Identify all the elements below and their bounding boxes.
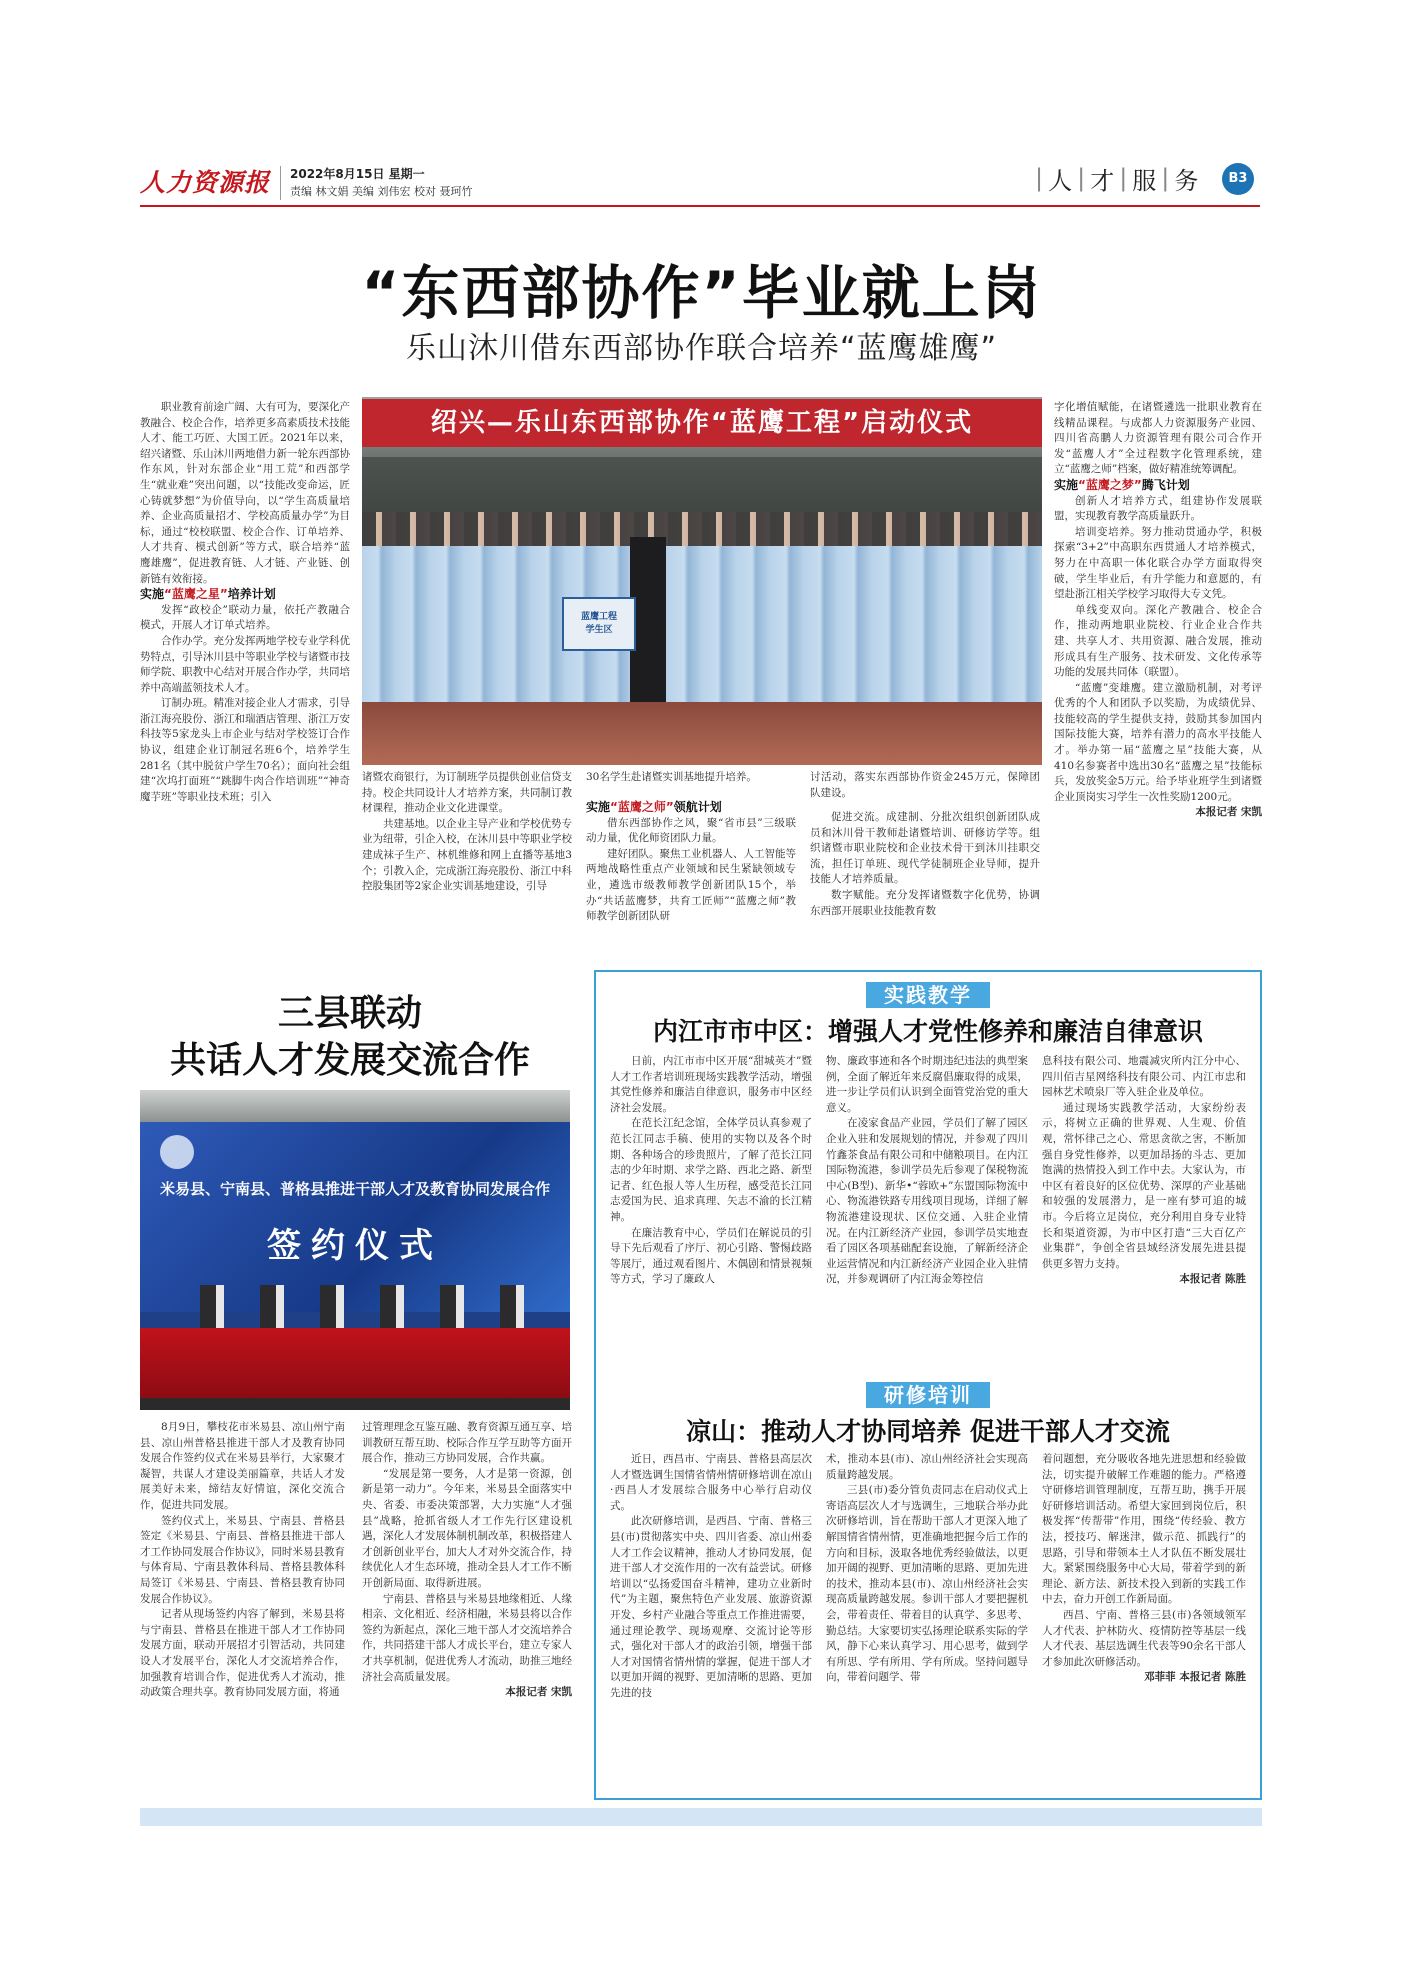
byline: 本报记者 宋凯 (505, 1686, 572, 1699)
section-char: 务 (1174, 166, 1199, 195)
paragraph: 合作办学。充分发挥两地学校专业学科优势特点，引导沐川县中等职业学校与诸暨市技师学院、职教中心结对开展合作办学，共同培养中高端蓝领技术人才。 (140, 634, 350, 694)
paragraph: 字化增值赋能，在诸暨遴选一批职业教育在线精品课程。与成都人力资源服务产业园、四川省高鹏人力资源管理有限公司合作开发“蓝鹰人才”全过程数字化管理系统，建立“蓝鹰之师”档案，做好精准统筹调配。 (1054, 401, 1262, 476)
paragraph: 在凌家食品产业园，学员们了解了园区企业入驻和发展规划的情况，并参观了四川竹鑫茶食品有限公司和中储粮项目。在内江国际物流港，参训学员先后参观了保税物流中心(B型)、新华•“蓉欧+”东盟国际物流中心、物流港铁路专用线项目现场，详细了解物流港建设现状、区位交通、入驻企业情况。在内江新经济产业园，参训学员实地查看了园区各项基础配套设施，了解新经济企业运营情况和内江新经济产业园企业入驻情况，并参观调研了内江海金筹控信 (826, 1117, 1028, 1286)
photo-officials (180, 1285, 530, 1330)
photo-floor (140, 1398, 570, 1410)
photo-sign-line2: 学生区 (585, 625, 613, 635)
photo-sign (562, 597, 636, 651)
paragraph: 促进交流。成建制、分批次组织创新团队成员和沐川骨干教师赴诸暨培训、研修访学等。组织诸暨市职业院校和企业技术骨干到沐川挂职交流，担任订单班、现代学徒制班企业导师，提升技能人才培养质量。 (810, 811, 1040, 886)
section-char: 服 (1132, 166, 1157, 195)
paragraph: “发展是第一要务，人才是第一资源，创新是第一动力”。今年来，米易县全面落实中央、省委、市委决策部署，大力实施“人才强县”战略，抢抓省级人才工作先行区建设机遇，深化人才发展体制机制改革，积极搭建人才创新创业平台，加大人才对外交流合作，持续优化人才生态环境，推动全县人才工作不断开创新局面、取得新进展。 (362, 1467, 572, 1589)
section-char: 才 (1090, 166, 1115, 195)
paragraph: 息科技有限公司、地震减灾所内江分中心、四川佰吉星网络科技有限公司、内江市忠和园林艺术喷泉厂等入驻企业及单位。 (1042, 1055, 1246, 1099)
right-col2 (826, 1054, 1028, 1376)
masthead-divider (280, 166, 281, 200)
lead-col4-top (810, 770, 1040, 810)
masthead-logo: 人力资源报 (140, 168, 271, 197)
paragraph: 借东西部协作之风，聚“省市县”三级联动力量，优化师资团队力量。 (586, 816, 796, 845)
left-headline-line2: 共话人才发展交流合作 (169, 1040, 530, 1081)
subheading: 实施“蓝鹰之星”培养计划 (140, 587, 276, 602)
photo-sign-line1: 蓝鹰工程 (580, 612, 617, 622)
section-label-practice: 实践教学 (866, 982, 990, 1008)
paragraph: 诸暨农商银行，为订制班学员提供创业信贷支持。校企共同设计人才培养方案，共同制订教材课程，推动企业文化进课堂。 (362, 771, 572, 815)
masthead (140, 163, 1260, 203)
paragraph: 签约仪式上，米易县、宁南县、普格县签定《米易县、宁南县、普格县推进干部人才工作协同发展合作协议》，同时米易县教育与体育局、宁南县教体科局、普格县教体科局签订《米易县、宁南县、普格县教育协同发展合作协议》。 (140, 1514, 345, 1605)
right-col1 (610, 1054, 812, 1376)
paragraph: 创新人才培养方式，组建协作发展联盟，实现教育教学高质量跃升。 (1054, 494, 1262, 523)
globe-icon (160, 1135, 194, 1169)
masthead-date: 2022年8月15日 星期一 (290, 167, 425, 181)
paragraph: 三县(市)委分管负责同志在启动仪式上寄语高层次人才与选调生，三地联合举办此次研修培训，旨在帮助干部人才更深入地了解国情省情州情，更准确地把握今后工作的方向和目标，汲取各地优秀经验做法，以更加开阔的视野、更加清晰的思路、更加先进的技术，推动本县(市)、凉山州经济社会实现高质量跨越发展。参训干部人才要把握机会，带着责任、带着目的认真学、多思考、勤总结。大家要切实弘扬理论联系实际的学风，静下心来认真学习、用心思考，做到学有所思、学有所用、学有所成。坚持问题导向，带着问题学、带 (826, 1484, 1028, 1684)
paragraph: 培训变培养。努力推动贯通办学，积极探索“3+2”中高职东西贯通人才培养模式，努力在中高职一体化联合办学方面取得突破，学生毕业后，有升学能力和意愿的，有望赴浙江相关学校学习取得大专文凭。 (1054, 525, 1262, 601)
lead-col3 (586, 770, 796, 800)
paragraph: 日前，内江市市中区开展“甜城英才”暨人才工作者培训班现场实践教学活动，增强其党性修养和廉洁自律意识，服务市中区经济社会发展。 (610, 1055, 812, 1114)
lead-col5 (1054, 400, 1262, 968)
photo-banner-line2: 签约仪式 (267, 1226, 443, 1266)
paragraph: 在范长江纪念馆，全体学员认真参观了范长江同志手稿、使用的实物以及各个时期、各种场合的珍贵照片，了解了范长江同志的少年时期、求学之路、西北之路、新型记者、红色报人等人生历程，感受范长江同志爱国为民、追求真理、矢志不渝的长江精神。 (610, 1117, 812, 1223)
photo-ceiling (140, 1090, 570, 1122)
paragraph: 过管理理念互鉴互融、教育资源互通互享、培训教研互帮互助、校际合作互学互助等方面开展合作，推动三方协同发展，合作共赢。 (362, 1421, 572, 1465)
lead-photo (362, 397, 1042, 765)
right-col3 (1042, 1054, 1246, 1376)
paragraph: 数字赋能。充分发挥诸暨数字化优势，协调东西部开展职业技能教育数 (810, 888, 1040, 917)
paragraph: 宁南县、普格县与米易县地缘相近、人缘相亲、文化相近、经济相融，米易县将以合作签约为新起点，深化三地干部人才交流培养合作，共同搭建干部人才成长平台，建立专家人才共享机制，促进优秀人才流动，助推三地经济社会高质量发展。 (362, 1592, 572, 1683)
paragraph: 共建基地。以企业主导产业和学校优势专业为纽带，引企入校，在沐川县中等职业学校建成袜子生产、林机维修和网上直播等基地3个；引教入企，完成浙江海亮股份、浙江中科控股集团等2家企业实训基地建设，引导 (362, 817, 572, 893)
paragraph: “蓝鹰”变雄鹰。建立激励机制，对考评优秀的个人和团队予以奖励，为成绩优异、技能较高的学生提供支持，鼓励其参加国内国际技能大赛，培养有潜力的高水平技能人才。举办第一届“蓝鹰之星”技能大赛，从410名参赛者中选出30名“蓝鹰之星”技能标兵，发放奖金5万元。给予毕业班学生到诸暨企业顶岗实习学生一次性奖励1200元。 (1054, 681, 1262, 803)
right-col6 (1042, 1452, 1246, 1792)
paragraph: 订制办班。精准对接企业人才需求，引导浙江海亮股份、浙江和瑞酒店管理、浙江万安科技等5家龙头上市企业与结对学校签订合作协议，组建企业订制冠名班6个，培养学生281名（其中脱贫户学生70名）；面向社会组建“次坞打面班”“跳脚牛肉合作培训班”“神奇魔芋班”等职业技术班；引入 (140, 697, 350, 803)
left-headline-line1: 三县联动 (277, 993, 422, 1034)
byline: 邓菲菲 本报记者 陈胜 (1144, 1671, 1246, 1684)
paragraph: 讨活动，落实东西部协作资金245万元，保障团队建设。 (810, 771, 1040, 799)
section-label-training: 研修培训 (866, 1382, 990, 1408)
paragraph: 职业教育前途广阔、大有可为，要深化产教融合、校企合作，培养更多高素质技术技能人才、能工巧匠、大国工匠。2021年以来，绍兴诸暨、乐山沐川两地借力新一轮东西部协作东风，针对东部企业“用工荒”和西部学生“就业难”突出问题，以“技能改变命运，匠心铸就梦想”为价值导向，以“学生高质量培养、企业高质量招才、学校高质量办学”为目标，通过“校校联盟、校企合作、订单培养、人才共育、模式创新”等方式，联合培养“蓝鹰雄鹰”，促进教育链、人才链、产业链、创新链有效衔接。 (140, 401, 350, 585)
right-col5 (826, 1452, 1028, 1792)
right-box (594, 970, 1262, 1800)
lead-subhead: 乐山沐川借东西部协作联合培养“蓝鹰雄鹰” (405, 331, 998, 366)
section-char: 人 (1048, 166, 1073, 195)
photo-heads (362, 512, 1042, 546)
left-photo (140, 1090, 570, 1410)
paragraph: 着问题想，充分吸收各地先进思想和经验做法，切实提升破解工作难题的能力。严格遵守研修培训管理制度，互帮互助，携手开展好研修培训活动。希望大家回到岗位后，积极发挥“传帮带”作用，围绕“传经验、教方法，授技巧、解迷津，做示范、抓践行”的思路，引导和带领本土人才队伍不断发展壮大。紧紧围绕服务中心大局，带着学到的新理论、新方法、新技术投入到新的实践工作中去，奋力开创工作新局面。 (1042, 1453, 1246, 1606)
right-headline1: 内江市市中区：增强人才党性修养和廉洁自律意识 (652, 1017, 1203, 1046)
lead-headline: “东西部协作”毕业就上岗 (361, 259, 1042, 327)
masthead-rule (140, 205, 1260, 207)
byline: 本报记者 陈胜 (1179, 1273, 1246, 1286)
paragraph: 30名学生赴诸暨实训基地提升培养。 (586, 771, 757, 783)
page-badge: B3 (1222, 163, 1254, 195)
photo-backdrop (140, 1122, 570, 1312)
paragraph: 在廉洁教育中心，学员们在解说员的引导下先后观看了序厅、初心引路、警惕歧路等展厅，通过观看图片、木偶剧和情景视频等方式，学习了廉政人 (610, 1226, 812, 1286)
lead-col2 (362, 770, 572, 965)
paragraph: 8月9日，攀枝花市米易县、凉山州宁南县、凉山州普格县推进干部人才及教育协同发展合作签约仪式在米易县举行，大家聚才凝智，共谋人才建设美丽篇章，共话人才发展美好未来，缔结友好情谊，深化交流合作，促进共同发展。 (140, 1421, 345, 1511)
paragraph: 此次研修培训，是西昌、宁南、普格三县(市)贯彻落实中央、四川省委、凉山州委人才工作会议精神，推动人才协同发展，促进干部人才交流作用的一次有益尝试。研修培训以“弘扬爱国奋斗精神，建功立业新时代”为主题，聚焦特色产业发展、旅游资源开发、乡村产业融合等重点工作推进需要，通过理论教学、现场观摩、交流讨论等形式，强化对干部人才的政治引领，增强干部人才对国情省情州情的掌握，促进干部人才以更加开阔的视野、更加清晰的思路、更加先进的技 (610, 1515, 812, 1699)
paragraph: 通过现场实践教学活动，大家纷纷表示，将树立正确的世界观、人生观、价值观，常怀律己之心、常思贪欲之害，不断加强自身党性修养，以更加昂扬的斗志、更加饱满的热情投入到工作中去。大家认为，市中区有着良好的区位优势、深厚的产业基础和较强的发展潜力，是一座有梦可追的城市。今后将立足岗位，充分利用自身专业特长和渠道资源，为市中区打造“三大百亿产业集群”，争创全省县域经济发展先进县提供更多智力支持。 (1042, 1101, 1246, 1270)
subheading: 实施“蓝鹰之梦”腾飞计划 (1054, 477, 1190, 492)
paragraph: 单线变双向。深化产教融合、校企合作，推动两地职业院校、行业企业合作共建、共享人才、共用资源、融合发展，推动形成具有生产服务、技术研发、文化传承等功能的发展共同体（联盟）。 (1054, 603, 1262, 679)
lead-col4 (810, 810, 1040, 965)
right-col4 (610, 1452, 812, 1792)
photo-ground (362, 702, 1042, 765)
paragraph: 发挥“政校企”联动力量，依托产教融合模式，开展人才订单式培养。 (140, 603, 350, 632)
lead-col3-section (586, 800, 796, 965)
bottom-band (140, 1808, 1262, 1826)
photo-banner-line1: 米易县、宁南县、普格县推进干部人才及教育协同发展合作 (159, 1180, 550, 1198)
paragraph: 记者从现场签约内容了解到，米易县将与宁南县、普格县在推进干部人才工作协同发展方面，联动开展招才引智活动，共同建设人才发展平台，深化人才交流培养合作，加强教育培训合作，促进优秀人才流动，推动政策合理共享。教育协同发展方面，将通 (140, 1608, 345, 1699)
paragraph: 西昌、宁南、普格三县(市)各领域领军人才代表、护林防火、疫情防控等基层一线人才代表、基层选调生代表等90余名干部人才参加此次研修活动。 (1042, 1608, 1246, 1668)
paragraph: 近日，西昌市、宁南县、普格县高层次人才暨选调生国情省情州情研修培训在凉山·西昌人才发展综合服务中心举行启动仪式。 (610, 1453, 812, 1512)
photo-banner: 绍兴—乐山东西部协作“蓝鹰工程”启动仪式 (362, 399, 1042, 447)
right-headline2: 凉山：推动人才协同培养 促进干部人才交流 (686, 1417, 1170, 1446)
paragraph: 物、廉政事迹和各个时期违纪违法的典型案例，全面了解近年来反腐倡廉取得的成果，进一步让学员们认识到全面管党治党的重大意义。 (826, 1055, 1028, 1114)
photo-table (140, 1328, 570, 1398)
paragraph: 术，推动本县(市)、凉山州经济社会实现高质量跨越发展。 (826, 1453, 1028, 1481)
left-col2 (362, 1420, 572, 1800)
lead-col1 (140, 400, 350, 803)
paragraph: 建好团队。聚焦工业机器人、人工智能等两地战略性重点产业领域和民生紧缺领域专业，遴选市级教师教学创新团队15个，举办“共话蓝鹰梦，共育工匠师”“蓝鹰之师”教师教学创新团队研 (586, 847, 796, 923)
masthead-editors: 责编 林文娟 美编 刘伟宏 校对 聂珂竹 (290, 185, 473, 198)
section-name: | 人 | 才 | 服 | 务 (1030, 163, 1198, 193)
subheading: 实施“蓝鹰之师”领航计划 (586, 800, 722, 814)
left-col1 (140, 1420, 345, 1800)
byline: 本报记者 宋凯 (1195, 806, 1262, 819)
